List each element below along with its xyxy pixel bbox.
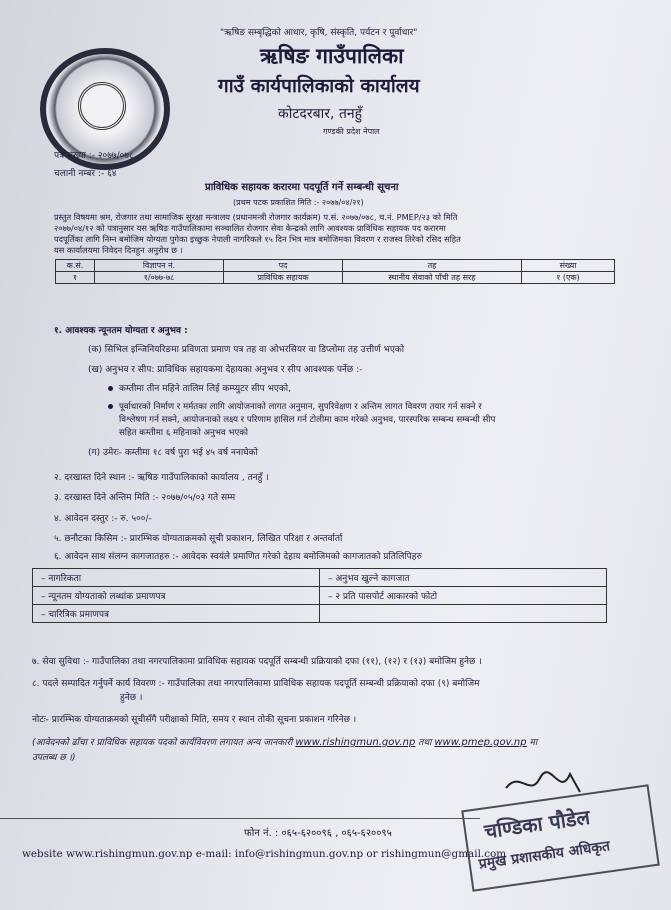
qualification-a: (क) सिभिल इन्जिनियरिङमा प्रविणता प्रमाण पत्र तह वा ओभरसियर वा डिप्लोमा तह उत्तीर्ण भएको — [88, 345, 405, 355]
chalani-number: चलानी नम्बर :- ६४ — [54, 169, 117, 179]
bullet-text: सहित कम्तीमा ६ महिनाको अनुभव भएको — [119, 428, 249, 438]
item-8-cont: हुनेछ । — [120, 693, 143, 703]
header-cell: तह — [343, 260, 522, 272]
table-row — [33, 605, 607, 623]
note: नोटः- प्रारम्भिक योग्यताक्रमको सूचीसँगै परीक्षाको मिति, समय र स्थान तोकी सूचना प्रकाशन गरिनेछ । — [32, 715, 357, 725]
footer-phone: फोन नं. : ०६५-६२००९६ , ०६५-६२००९५ — [244, 828, 392, 839]
bullet-text: कम्तीमा तीन महिने तालिम लिई कम्प्युटर सीप भएको, — [119, 384, 291, 394]
notice-paragraph — [54, 212, 461, 256]
stamp-name: चण्डिका पौडेल — [482, 804, 592, 844]
bullet-item — [108, 401, 495, 440]
documents-table — [32, 568, 607, 623]
item-8: ८. पदले सम्पादित गर्नुपर्ने कार्य विवरण :- गाउँपालिका तथा नगरपालिकामा प्राविधिक सहायक पदपूर्ति सम्बन्धी प्रक्रियाको दफा (९) बमोजिम — [32, 679, 480, 689]
cell: – नागरिकता — [33, 569, 320, 587]
stamp-title: प्रमुख प्रशासकीय अधिकृत — [477, 838, 612, 873]
item-5: ५. छनौटका किसिम :- प्रारम्भिक योग्यताक्रमको सूची प्रकाशन, लिखित परिक्षा र अन्तर्वार्ता — [54, 534, 343, 544]
cell: – चारित्रिक प्रमाणपत्र — [33, 605, 320, 623]
province: गण्डकी प्रदेश नेपाल — [323, 127, 380, 136]
footer-divider — [0, 818, 480, 819]
para-line: पदपूर्तिका लागि निम्न बमोजिम योग्यता पुगेका इच्छुक नेपाली नागरिकले १५ दिन भित्र मात्र बमोजिमका विवरण र राजस्व तिरेको रसिद सहित — [54, 234, 461, 244]
cell: १/०७७-७८ — [95, 272, 224, 284]
table-row — [56, 272, 615, 284]
notice-subtitle: (प्रथम पटक प्रकाशित मिति :- २०७७/०४/२१) — [233, 198, 364, 207]
item-4: ४. आवेदन दस्तुर :- रु. ५००/- — [54, 514, 152, 524]
para-line: २०७७/०४/१२ को पत्रानुसार यस ऋषिङ गाउँपालिकामा सञ्चालित रोजगार सेवा केन्द्रको लागि आवश्यक प्राविधिक सहायक पद करारमा — [54, 223, 446, 233]
cell: – अनुभव खुल्ने कागजात — [320, 569, 607, 587]
para-line: प्रस्तुत विषयमा श्रम, रोजगार तथा सामाजिक सुरक्षा मन्त्रालय (प्रधानमन्त्री रोजगार कार्यक्रम) प.सं. २०७७/०७८, च.नं. PMEP/२३ को मिति — [54, 212, 458, 222]
bullet-icon — [108, 404, 113, 409]
motto: "ऋषिङ सम्बृद्धिको आधार, कृषि, संस्कृति, पर्यटन र पूर्वाधार" — [220, 28, 418, 38]
cell — [320, 605, 607, 623]
qualification-c: (ग) उमेरः- कम्तीमा १८ वर्ष पुरा भई ४५ वर्ष ननाघेको — [88, 448, 258, 458]
item-2: २. दरखास्त दिने स्थान :- ऋषिङ गाउँपालिकाको कार्यालय , तनहुँ । — [54, 473, 269, 483]
item-3: ३. दरखास्त दिने अन्तिम मिति :- २०७७/०५/०३ गते सम्म — [54, 493, 236, 503]
bullet-text: विश्लेषण गर्न सक्ने, आयोजनाको लक्ष्य र परिणाम हासिल गर्न टोलीमा काम गरेको अनुभव, पारस्परिक सम्बन्ध सम्बन्धी सीप — [119, 415, 496, 425]
office-location: कोटदरबार, तनहुँ — [278, 106, 363, 122]
cell: १ — [56, 272, 95, 284]
closing-text: (आवेदनको ढाँचा र प्राविधिक सहायक पदको कार्यविवरण लगायत अन्य जानकारी — [32, 738, 293, 748]
header-cell: विज्ञापन नं. — [95, 260, 224, 272]
header-cell: पद — [224, 260, 343, 272]
bullet-text: पूर्वाधारको निर्माण र मर्मतका लागि आयोजनाको लागत अनुमान, सुपरिवेक्षण र अन्तिम लागत विवरण तयार गर्न सक्ने र — [119, 402, 482, 412]
office-name: गाउँ कार्यपालिकाको कार्यालय — [218, 75, 420, 97]
section1-heading: १. आवश्यक न्यूनतम योग्यता र अनुभव : — [54, 326, 188, 336]
table-header-row — [56, 260, 615, 272]
official-stamp — [461, 784, 660, 892]
link-rishingmun[interactable]: www.rishingmun.gov.np — [295, 737, 416, 748]
link-pmep[interactable]: www.pmep.gov.np — [434, 737, 527, 748]
table-row — [33, 569, 607, 587]
bullet-icon — [108, 386, 113, 391]
table-row — [33, 587, 607, 605]
header-cell: क.सं. — [56, 260, 95, 272]
cell: स्थानीय सेवाको पाँची तह सरह — [343, 272, 522, 284]
vacancy-table — [55, 259, 615, 284]
notice-title: प्राविधिक सहायक करारमा पदपूर्ति गर्ने सम्बन्धी सूचना — [205, 182, 399, 193]
cell: प्राविधिक सहायक — [224, 272, 343, 284]
footer-web: website www.rishingmun.gov.np e-mail: info@rishingmun.gov.np or rishingmun@gmail.com — [22, 848, 507, 860]
qualification-b: (ख) अनुभव र सीप: प्राविधिक सहायकमा देहायका अनुभव र सीप आवश्यक पर्नेछ :- — [88, 365, 363, 375]
item-6: ६. आवेदन साथ संलग्न कागजातहरु :- आवेदक स्वयंले प्रमाणित गरेको देहाय बमोजिमको कागजातको प्रतिलिपिहरु — [54, 552, 422, 562]
cell: १ (एक) — [522, 272, 615, 284]
item-7: ७. सेवा सुविधा :- गाउँपालिका तथा नगरपालिकामा प्राविधिक सहायक पदपूर्ति सम्बन्धी प्रक्रियाको दफा (११), (१२) र (१३) बमोजिम हुनेछ । — [32, 657, 482, 667]
cell: – २ प्रति पासपोर्ट आकारको फोटो — [320, 587, 607, 605]
closing — [32, 735, 537, 766]
bullet-item — [108, 383, 291, 395]
closing-text: उपलब्ध छ ।) — [32, 753, 76, 763]
closing-text: मा — [529, 738, 538, 748]
cell: – न्यूनतम योग्यताको लब्धांक प्रमाणपत्र — [33, 587, 320, 605]
org-name: ऋषिङ गाउँपालिका — [260, 44, 404, 68]
patra-sankhya: पत्र संख्या :- २०७७/०७८ — [54, 151, 134, 161]
para-line: यस कार्यालयमा निवेदन दिनहुन अनुरोध छ । — [54, 245, 183, 255]
closing-text: तथा — [418, 738, 432, 748]
header-cell: संख्या — [522, 260, 615, 272]
